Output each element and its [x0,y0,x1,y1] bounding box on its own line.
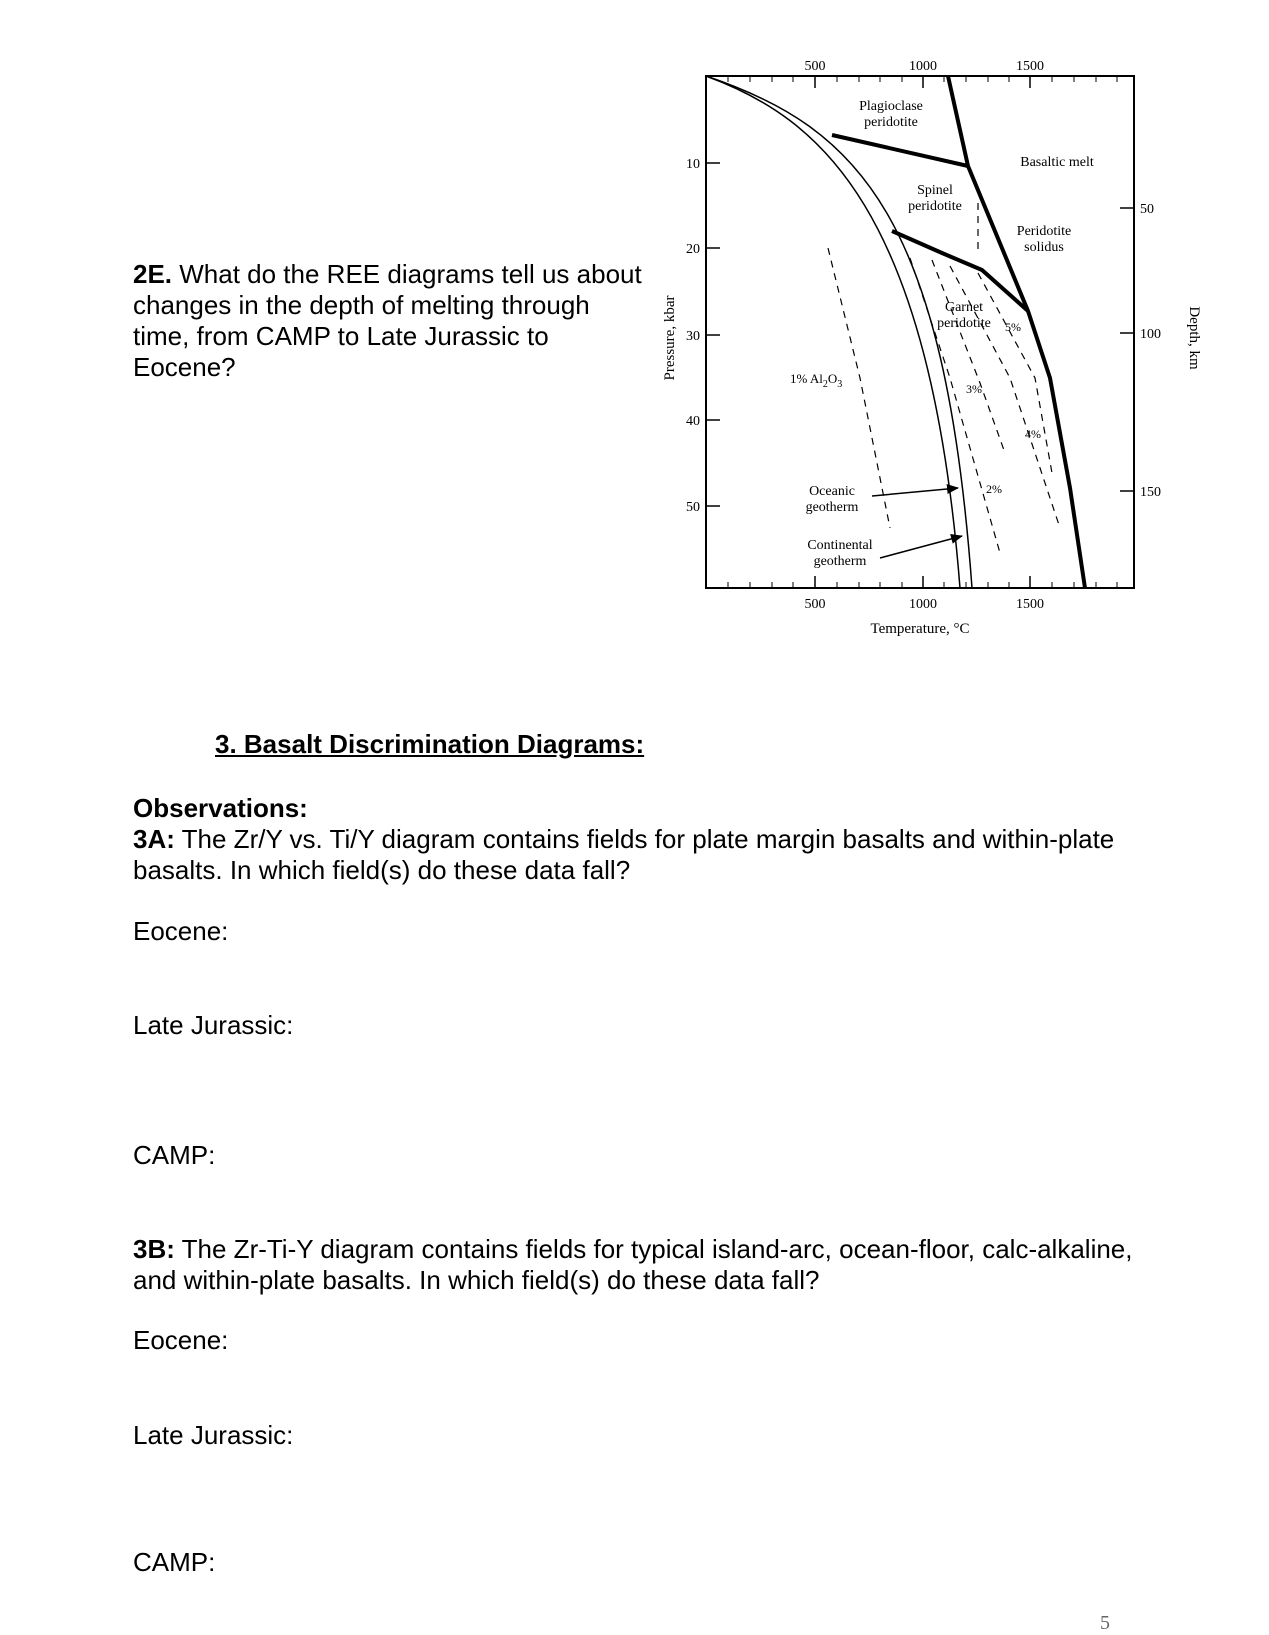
question-3b-text: The Zr-Ti-Y diagram contains fields for typical island-arc, ocean-floor, calc-alkaline, and within-plate basalts. In which field(s) do these data fall? [133,1234,1133,1295]
q3a-camp-label: CAMP: [133,1140,216,1170]
question-3a-text: The Zr/Y vs. Ti/Y diagram contains fields for plate margin basalts and within-plate basalts. In which field(s) do these data fall? [133,824,1115,885]
q3b-eocene-label: Eocene: [133,1325,229,1355]
plot-frame [706,76,1134,588]
x-tick-bottom-500: 500 [804,597,826,612]
question-2e-text: What do the REE diagrams tell us about changes in the depth of melting through time, from CAMP to Late Jurassic to Eocene? [133,259,642,382]
melt-2-percent-label: 2% [986,482,1002,496]
spinel-label-1: Spinel [917,183,953,198]
x-tick-bottom-1500: 1500 [1016,597,1044,612]
solidus-label-2: solidus [1024,240,1064,255]
spinel-garnet-boundary [892,231,1028,311]
x-tick-top-1500: 1500 [1016,59,1044,74]
y2-axis-label: Depth, km [1186,306,1202,370]
q3b-camp-label: CAMP: [133,1547,216,1577]
question-3a-number: 3A: [133,824,175,854]
melt-3-percent-label: 3% [966,382,982,396]
x-tick-bottom-1000: 1000 [909,597,937,612]
question-2e [133,259,653,383]
melt-5-percent-label: 5% [1005,320,1021,334]
plagioclase-label-1: Plagioclase [859,99,923,114]
garnet-label-1: Garnet [944,300,984,315]
continental-geotherm-label-1: Continental [807,538,873,553]
melt-4-percent-label: 4% [1025,427,1041,441]
y-tick-10: 10 [686,157,700,172]
solidus-label-1: Peridotite [1016,224,1072,239]
page-number: 5 [1100,1612,1110,1634]
y-tick-40: 40 [686,414,700,429]
al2o3-sub-3: 3 [837,379,843,390]
al2o3-prefix: 1% Al [790,371,823,386]
x-axis-label: Temperature, °C [870,621,970,637]
y-tick-50: 50 [686,500,700,515]
question-3b [133,1234,1153,1296]
plagioclase-label-2: peridotite [864,115,918,130]
oceanic-geotherm-label-2: geotherm [805,500,859,515]
garnet-label-2: peridotite [937,316,991,331]
y-axis-label: Pressure, kbar [662,295,678,381]
basaltic-melt-label: Basaltic melt [1020,155,1094,170]
q3a-late-jurassic-label: Late Jurassic: [133,1010,294,1040]
x-tick-top-500: 500 [804,59,826,74]
al2o3-sub-2: 2 [822,379,828,390]
melting-diagram [660,48,1220,648]
al2o3-mid: O [827,371,838,386]
oceanic-geotherm-arrow [872,488,958,496]
question-3b-number: 3B: [133,1234,175,1264]
major-ticks [706,76,1134,588]
section-3-title: 3. Basalt Discrimination Diagrams: [215,729,645,759]
q3b-late-jurassic-label: Late Jurassic: [133,1420,294,1450]
depth-tick-50: 50 [1140,202,1154,217]
q3a-eocene-label: Eocene: [133,916,229,946]
depth-tick-150: 150 [1140,485,1161,500]
continental-geotherm-arrow [880,536,962,558]
depth-tick-100: 100 [1140,327,1161,342]
spinel-label-2: peridotite [908,199,962,214]
oceanic-geotherm-label-1: Oceanic [809,484,855,499]
observations-heading: Observations: [133,793,308,823]
minor-ticks [728,76,1117,588]
x-tick-top-1000: 1000 [909,59,937,74]
question-3a [133,824,1153,886]
question-2e-number: 2E. [133,259,173,289]
y-tick-30: 30 [686,329,700,344]
continental-geotherm-label-2: geotherm [813,554,867,569]
al2o3-label [790,371,842,390]
y-tick-20: 20 [686,242,700,257]
plagioclase-spinel-boundary [832,135,968,166]
